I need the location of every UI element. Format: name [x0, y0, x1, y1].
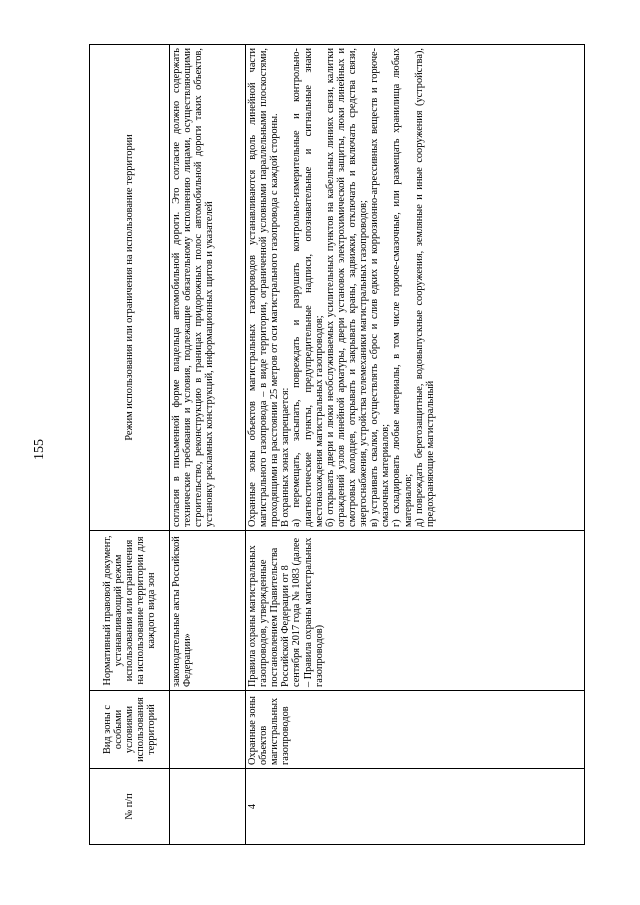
- rotated-table-container: [89, 45, 585, 845]
- cell-zone-type: Охранные зоны объектов магистральных газопроводов: [246, 691, 585, 769]
- regime-paragraph: г) складировать любые материалы, в том числе горюче-смазочные, или размещать хранилища любых материалов;: [391, 48, 414, 527]
- header-num: № п/п: [90, 769, 170, 845]
- zones-table: [89, 44, 585, 845]
- cell-regime: согласия в письменной форме владельца автомобильной дороги. Это согласие должно содержать технические требования и условия, подлежащие обязательному исполнению лицами, осуществляющими строительство, реконструкцию в границах придорожных полос автомобильной дороги таких объектов, установку рекламных конструкций, информационных щитов и указателей: [170, 45, 246, 531]
- header-zone-type: Вид зоны с особыми условиями использования территорий: [90, 691, 170, 769]
- regime-paragraph: б) открывать двери и люки необслуживаемых усилительных пунктов на кабельных линиях связи, калитки ограждений узлов линейной арматуры, двери установок электрохимической защиты, люки линейных и смотровых колодцев, открывать и закрывать краны, задвижки, отключать и включать средства связи, энергоснабжения, устройства телемеханики магистральных газопроводов;: [324, 48, 370, 527]
- regime-paragraph: В охранных зонах запрещается:: [280, 387, 292, 527]
- cell-zone-type: [170, 691, 246, 769]
- cell-regime: [246, 45, 585, 531]
- cell-num: 4: [246, 769, 585, 845]
- cell-legal-doc: законодательные акты Российской Федерации»: [170, 531, 246, 691]
- table-row: [246, 45, 585, 845]
- cell-num: [170, 769, 246, 845]
- table-header-row: [90, 45, 170, 845]
- regime-paragraph: а) перемещать, засыпать, повреждать и разрушать контрольно-измерительные и контрольно-диагностические пункты, предупредительные надписи, опознавательные и сигнальные знаки местонахождения магистральных газопроводов;: [291, 48, 325, 527]
- header-legal-doc: Нормативный правовой документ, устанавливающий режим использования или ограничения на использование территории для каждого вида зон: [90, 531, 170, 691]
- header-regime: Режим использования или ограничения на использование территории: [90, 45, 170, 531]
- page-number: 155: [32, 439, 47, 460]
- regime-paragraph: Охранные зоны объектов магистральных газопроводов устанавливаются вдоль линейной части магистрального газопровода – в виде территории, ограниченной условными параллельными плоскостями, проходящими на расстоянии 25 метров от оси магистрального газопровода с каждой стороны.: [247, 48, 281, 527]
- regime-paragraph: в) устраивать свалки, осуществлять сброс и слив едких и коррозионно-агрессивных веществ и горюче-смазочных материалов;: [369, 48, 392, 527]
- table-row: [170, 45, 246, 845]
- cell-legal-doc: Правила охраны магистральных газопроводов, утвержденные постановлением Правительства Российской Федерации от 8 сентября 2017 года № 1083 (далее – Правила охраны магистральных газопроводов): [246, 531, 585, 691]
- regime-paragraph: д) повреждать берегозащитные, водовыпускные сооружения, земляные и иные сооружения (устройства), предохраняющие магистральный: [413, 48, 436, 527]
